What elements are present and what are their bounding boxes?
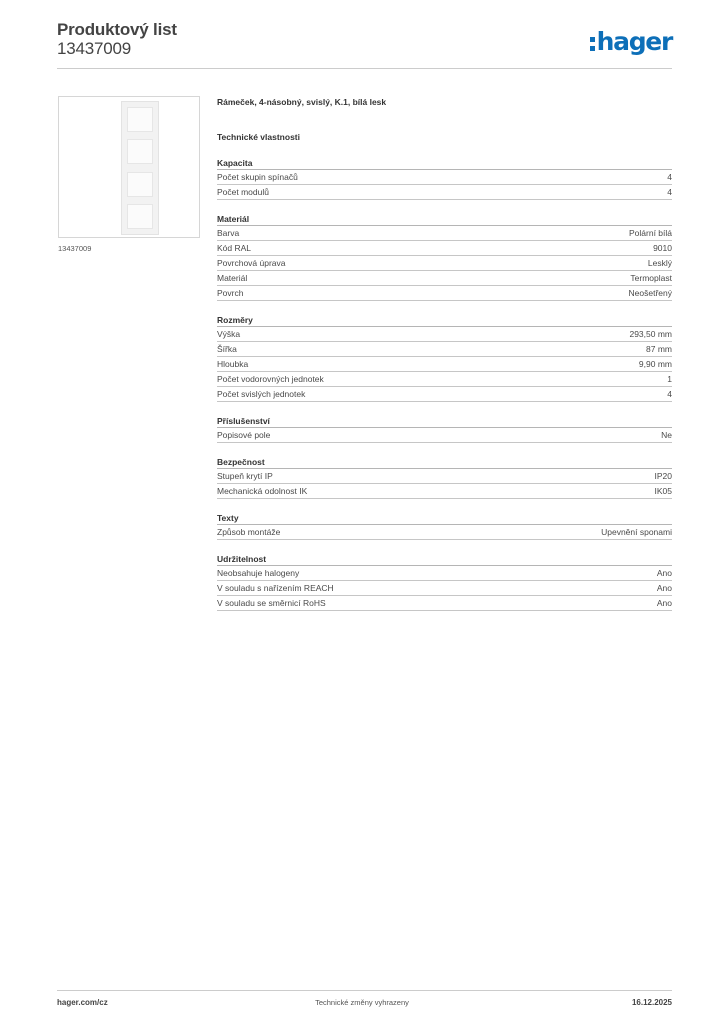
page-title: Produktový list <box>57 20 177 39</box>
spec-label: Šířka <box>217 344 237 354</box>
spec-row <box>217 581 672 596</box>
spec-label: Neobsahuje halogeny <box>217 568 300 578</box>
spec-value: 293,50 mm <box>629 329 672 339</box>
spec-label: Popisové pole <box>217 430 271 440</box>
spec-section <box>217 157 672 200</box>
spec-label: Hloubka <box>217 359 249 369</box>
technical-heading: Technické vlastnosti <box>217 132 300 142</box>
spec-row <box>217 226 672 241</box>
spec-row <box>217 271 672 286</box>
logo-text: hager <box>596 26 672 56</box>
header-divider <box>57 68 672 69</box>
spec-value: 87 mm <box>646 344 672 354</box>
spec-label: V souladu se směrnicí RoHS <box>217 598 326 608</box>
footer-divider <box>57 990 672 991</box>
hager-logo <box>590 24 672 58</box>
spec-label: Počet svislých jednotek <box>217 389 306 399</box>
spec-row <box>217 596 672 611</box>
product-name: Rámeček, 4-násobný, svislý, K.1, bílá lesk <box>217 97 387 107</box>
spec-label: Povrchová úprava <box>217 258 286 268</box>
section-title: Materiál <box>217 213 672 226</box>
spec-label: Mechanická odolnost IK <box>217 486 308 496</box>
spec-row <box>217 469 672 484</box>
spec-value: IP20 <box>654 471 672 481</box>
spec-value: 1 <box>667 374 672 384</box>
spec-value: 9010 <box>653 243 672 253</box>
section-title: Kapacita <box>217 157 672 170</box>
spec-row <box>217 286 672 301</box>
spec-row <box>217 342 672 357</box>
spec-value: Ne <box>661 430 672 440</box>
spec-label: Způsob montáže <box>217 527 281 537</box>
product-image <box>58 96 200 238</box>
spec-value: 4 <box>667 172 672 182</box>
section-title: Texty <box>217 512 672 525</box>
spec-row <box>217 256 672 271</box>
image-caption: 13437009 <box>58 244 92 253</box>
spec-section <box>217 512 672 540</box>
spec-value: Termoplast <box>630 273 672 283</box>
spec-label: Počet skupin spínačů <box>217 172 298 182</box>
spec-label: Povrch <box>217 288 244 298</box>
spec-row <box>217 387 672 402</box>
spec-row <box>217 372 672 387</box>
frame-illustration-icon <box>121 101 159 235</box>
spec-label: V souladu s nařízením REACH <box>217 583 334 593</box>
spec-value: 4 <box>667 187 672 197</box>
product-code: 13437009 <box>57 39 132 58</box>
spec-label: Barva <box>217 228 240 238</box>
spec-section <box>217 415 672 443</box>
logo-dots-icon <box>590 37 595 51</box>
footer-website: hager.com/cz <box>57 998 108 1007</box>
spec-row <box>217 525 672 540</box>
spec-value: Upevnění sponami <box>601 527 672 537</box>
product-details <box>217 96 672 611</box>
spec-label: Počet vodorovných jednotek <box>217 374 324 384</box>
spec-value: Ano <box>656 568 672 578</box>
spec-value: IK05 <box>654 486 672 496</box>
spec-value: 4 <box>667 389 672 399</box>
spec-value: Lesklý <box>647 258 672 268</box>
spec-label: Stupeň krytí IP <box>217 471 273 481</box>
spec-row <box>217 357 672 372</box>
spec-label: Materiál <box>217 273 248 283</box>
spec-row <box>217 185 672 200</box>
section-title: Příslušenství <box>217 415 672 428</box>
spec-row <box>217 170 672 185</box>
spec-section <box>217 456 672 499</box>
spec-label: Výška <box>217 329 241 339</box>
spec-section <box>217 213 672 301</box>
spec-section <box>217 314 672 402</box>
spec-value: Ano <box>656 583 672 593</box>
spec-sections <box>217 157 672 611</box>
spec-value: Polární bílá <box>629 228 672 238</box>
footer-notice: Technické změny vyhrazeny <box>315 998 409 1007</box>
footer-date: 16.12.2025 <box>631 998 672 1007</box>
spec-section <box>217 553 672 611</box>
section-title: Bezpečnost <box>217 456 672 469</box>
spec-label: Počet modulů <box>217 187 269 197</box>
spec-row <box>217 484 672 499</box>
spec-row <box>217 241 672 256</box>
spec-row <box>217 327 672 342</box>
spec-row <box>217 428 672 443</box>
section-title: Rozměry <box>217 314 672 327</box>
spec-row <box>217 566 672 581</box>
spec-label: Kód RAL <box>217 243 252 253</box>
section-title: Udržitelnost <box>217 553 672 566</box>
spec-value: Neošetřený <box>628 288 672 298</box>
spec-value: Ano <box>656 598 672 608</box>
spec-value: 9,90 mm <box>638 359 672 369</box>
